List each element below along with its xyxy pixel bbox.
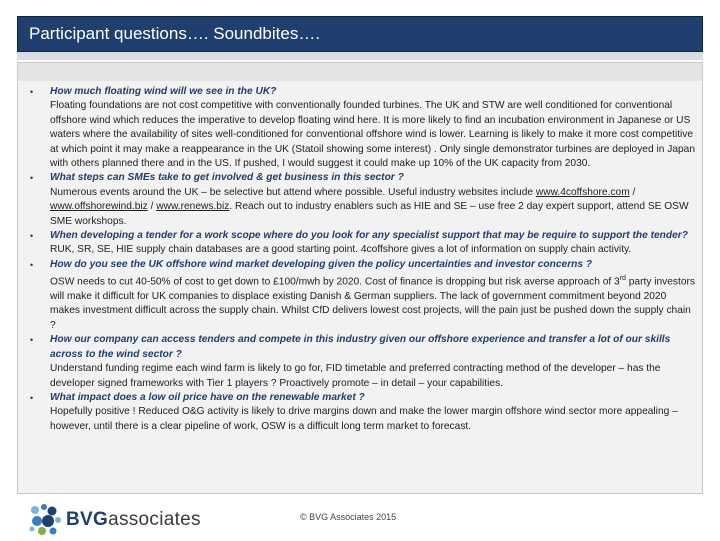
qa-item: [18, 229, 704, 258]
answer-text-part: Numerous events around the UK – be selective but attend where possible. Useful industry websites include: [50, 186, 536, 198]
logo-wordmark-bold: BVG: [66, 509, 109, 530]
link-separator: /: [629, 186, 636, 198]
answer-text: [50, 186, 696, 229]
answer-text: Floating foundations are not cost competitive with conventionally founded turbines. The UK and STW are well conditioned for conventional offshore wind which reduces the imperative to develop floating wind here. It is more likely to find an incubation environment in Japanese or US waters where the availability of sites well-conditioned for conventional offshore wind is lower. Learning is likely to make it more cost competitive at which point it may make a reappearance in the UK (Statoil showing some interest) . Only single demonstrator turbines are deployed in Japan with others planned there and in the US. If pushed, I would suggest it could make up 10% of the UK capacity from 2030.: [50, 100, 695, 170]
qa-item: [18, 333, 704, 391]
link-separator: /: [147, 201, 157, 213]
qa-list: [18, 85, 704, 434]
question-text: How do you see the UK offshore wind market developing given the policy uncertainties and investor concerns ?: [50, 258, 593, 270]
ordinal-suffix: rd: [619, 275, 626, 283]
bullet-icon: •: [30, 231, 34, 242]
content-panel-top-band: [18, 63, 702, 81]
content-panel: [17, 62, 703, 494]
question-text: How our company can access tenders and compete in this industry given our offshore experience and transfer a lot of our skills across to the wind sector ?: [50, 334, 671, 360]
qa-item: [18, 85, 704, 171]
answer-text-part: party investors will make it difficult for UK companies to displace existing Danish & German suppliers. The lack of government commitment beyond 2020 makes investment difficult across the supply chain. Whilst CfD delivers lowest cost projects, will the pain just be pushed down the supply chain ?: [50, 276, 696, 331]
qa-item: [18, 391, 704, 434]
question-text: What steps can SMEs take to get involved & get business in this sector ?: [50, 172, 404, 184]
link-offshorewind[interactable]: www.offshorewind.biz: [50, 201, 148, 213]
logo-wordmark: [66, 509, 201, 531]
bvg-logo: [28, 502, 208, 536]
answer-text: Hopefully positive ! Reduced O&G activity is likely to drive margins down and make the lower margin offshore wind sector more appealing – however, until there is a clear pipeline of work, OSW is a difficult long term market to forecast.: [50, 406, 678, 432]
question-text: How much floating wind will we see in the UK?: [50, 86, 277, 97]
answer-text: [50, 272, 696, 333]
slide-title: Participant questions…. Soundbites….: [29, 24, 321, 43]
bvg-dots-logo-icon: [28, 502, 64, 536]
answer-text: RUK, SR, SE, HIE supply chain databases are a good starting point. 4coffshore gives a lot of information on supply chain activity.: [50, 244, 632, 256]
copyright-text: © BVG Associates 2015: [300, 512, 397, 522]
link-4coffshore[interactable]: www.4coffshore.com: [535, 186, 630, 198]
qa-item: [18, 171, 704, 229]
bullet-icon: •: [30, 87, 34, 97]
answer-text-part: . Reach out to industry enablers such as HIE and SE – use free 2 day expert support, attend SE OSW SME workshops.: [50, 201, 689, 227]
bullet-icon: •: [30, 173, 34, 184]
title-underline-band: [17, 52, 703, 60]
answer-text-part: OSW needs to cut 40-50% of cost to get down to £100/mwh by 2020. Cost of finance is dropping but risk averse approach of 3: [50, 276, 620, 288]
bullet-icon: •: [30, 335, 34, 346]
question-text: When developing a tender for a work scope where do you look for any specialist support that may be require to support the tender?: [50, 230, 688, 242]
answer-text: Understand funding regime each wind farm is likely to go for, FID timetable and preferred contracting method of the developer – has the developer signed frameworks with Tier 1 players ? Proactively promote – in detail – your capabilities.: [50, 363, 661, 389]
bullet-icon: •: [30, 259, 34, 270]
link-renews[interactable]: www.renews.biz: [156, 201, 230, 213]
qa-item: [18, 258, 704, 333]
logo-wordmark-light: associates: [108, 509, 201, 530]
slide-title-bar: [17, 16, 703, 52]
question-text: What impact does a low oil price have on the renewable market ?: [50, 391, 365, 403]
bullet-icon: •: [30, 392, 34, 403]
